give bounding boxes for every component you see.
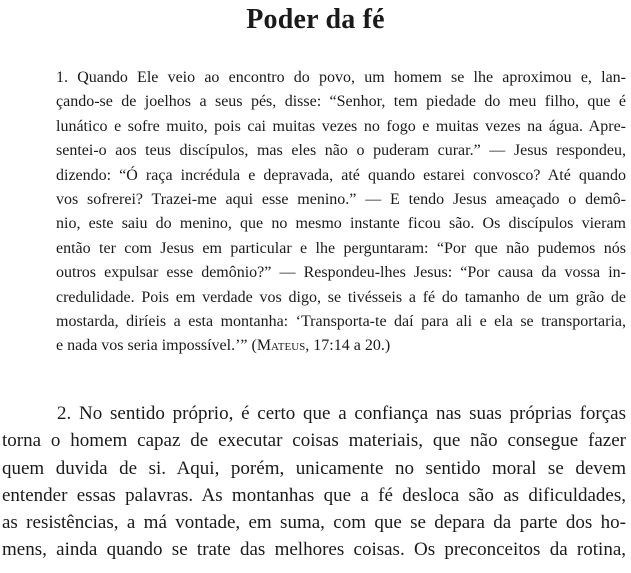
paragraph-line: dizendo: “Ó raça incrédula e depravada, até quando estarei convosco? Até quando (56, 166, 626, 184)
paragraph-line: sentei-o aos teus discípulos, mas eles não o puderam curar.” — Jesus respondeu, (56, 142, 626, 160)
paragraph-line: vos sofrerei? Trazei-me aqui esse menino.” — E tendo Jesus ameaçado o demô- (56, 190, 626, 208)
paragraph-line: credulidade. Pois em verdade vos digo, se tivésseis a fé do tamanho de um grão de (56, 288, 626, 306)
paragraph-number: 2. (57, 403, 72, 424)
paragraph-number: 1. (56, 69, 68, 86)
paragraph-line: e nada vos seria impossível.’” (Mateus, 17:14 a 20.) (56, 337, 391, 355)
citation-ref: , 17:14 a 20.) (305, 337, 391, 355)
page-title: Poder da fé (246, 4, 385, 35)
paragraph-line: entender essas palavras. As montanhas que a fé desloca são as dificuldades, (2, 484, 626, 506)
citation-name: Mateus (256, 337, 306, 355)
paragraph-line: torna o homem capaz de executar coisas materiais, que não consegue fazer (2, 430, 626, 452)
paragraph-line: as resistências, a má vontade, em suma, com que se depara da parte dos ho- (2, 512, 626, 534)
paragraph-line: mens, ainda quando se trate das melhores coisas. Os preconceitos da rotina, (2, 539, 626, 561)
paragraph-line: lunático e sofre muito, pois cai muitas vezes no fogo e muitas vezes na água. Apre- (56, 117, 626, 135)
paragraph-line: quem duvida de si. Aqui, porém, unicamente no sentido moral se devem (2, 457, 626, 479)
paragraph-line: 2. No sentido próprio, é certo que a confiança nas suas próprias forças (57, 403, 626, 424)
scripture-quote-paragraph (56, 66, 626, 359)
commentary-paragraph (2, 400, 626, 564)
paragraph-line: çando-se de joelhos a seus pés, disse: “Senhor, tem piedade do meu filho, que é (56, 93, 626, 111)
paragraph-line: então ter com Jesus em particular e lhe perguntaram: “Por que não pudemos nós (56, 239, 626, 257)
paragraph-line: 1. Quando Ele veio ao encontro do povo, um homem se lhe aproximou e, lan- (56, 69, 626, 86)
paragraph-line: outros expulsar esse demônio?” — Respondeu-lhes Jesus: “Por causa da vossa in- (56, 264, 626, 282)
paragraph-line: nio, este saiu do menino, que no mesmo instante ficou são. Os discípulos vieram (56, 215, 626, 233)
paragraph-line: mostarda, diríeis a esta montanha: ‘Transporta-te daí para ali e ela se transportaria, (56, 312, 626, 330)
